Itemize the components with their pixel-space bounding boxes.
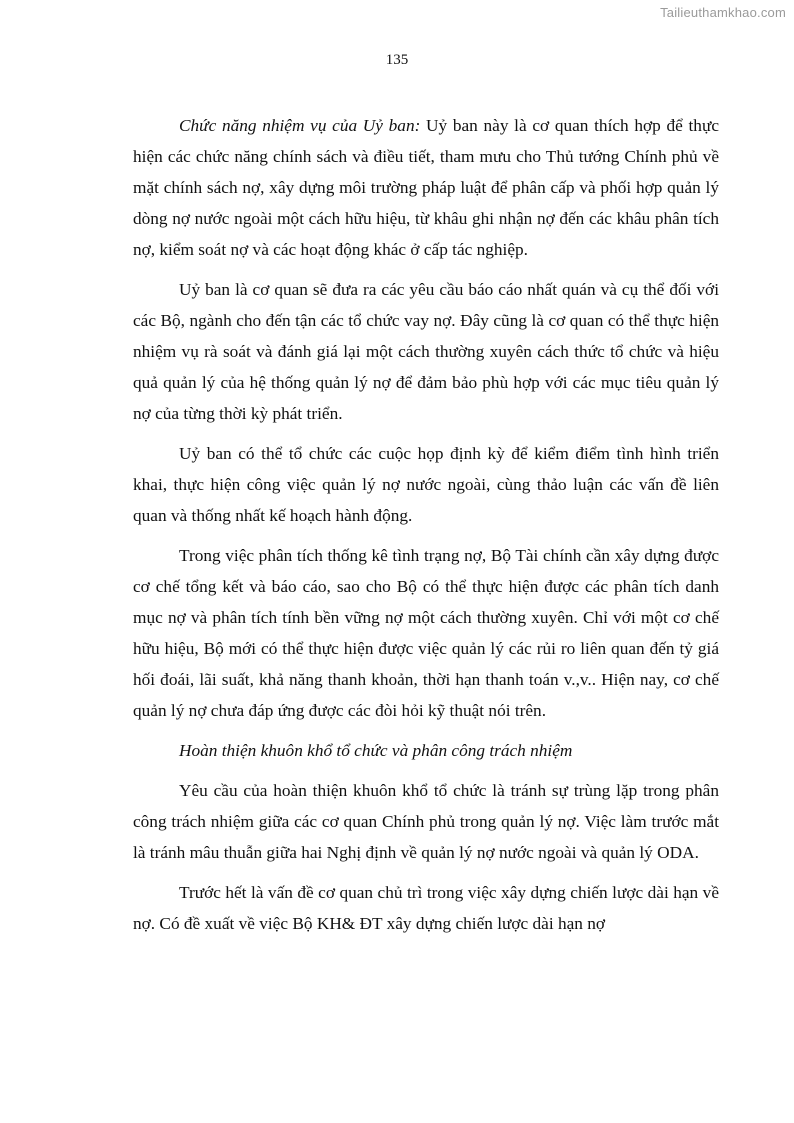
watermark: Tailieuthamkhao.com (660, 5, 786, 20)
paragraph-reporting-requirements: Uỷ ban là cơ quan sẽ đưa ra các yêu cầu báo cáo nhất quán và cụ thể đối với các Bộ, ngành cho đến tận các tổ chức vay nợ. Đây cũng là cơ quan có thể thực hiện nhiệm vụ rà soát và đánh giá lại một cách thường xuyên cách thức tổ chức và hiệu quả quản lý của hệ thống quản lý nợ để đảm bảo phù hợp với các mục tiêu quản lý nợ của từng thời kỳ phát triển. (133, 280, 719, 423)
paragraph-text: Uỷ ban này là cơ quan thích hợp để thực hiện các chức năng chính sách và điều tiết, tham mưu cho Thủ tướng Chính phủ về mặt chính sách nợ, xây dựng môi trường pháp luật để phân cấp và phối hợp quản lý dòng nợ nước ngoài một cách hữu hiệu, từ khâu ghi nhận nợ đến các khâu phân tích nợ, kiểm soát nợ và các hoạt động khác ở cấp tác nghiệp. (133, 116, 719, 259)
paragraph-committee-functions (133, 110, 719, 265)
paragraph-organization-framework: Yêu cầu của hoàn thiện khuôn khổ tổ chức là tránh sự trùng lặp trong phân công trách nhiệm giữa các cơ quan Chính phủ trong quản lý nợ. Việc làm trước mắt là tránh mâu thuẫn giữa hai Nghị định về quản lý nợ nước ngoài và quản lý ODA. (133, 781, 719, 862)
paragraph-lead: Chức năng nhiệm vụ của Uỷ ban: (179, 116, 421, 135)
document-body (133, 110, 719, 948)
paragraph-debt-analysis: Trong việc phân tích thống kê tình trạng nợ, Bộ Tài chính cần xây dựng được cơ chế tổng kết và báo cáo, sao cho Bộ có thể thực hiện được các phân tích danh mục nợ và phân tích tính bền vững nợ một cách thường xuyên. Chỉ với một cơ chế hữu hiệu, Bộ mới có thể thực hiện được việc quản lý các rủi ro liên quan đến tỷ giá hối đoái, lãi suất, khả năng thanh khoản, thời hạn thanh toán v.,v.. Hiện nay, cơ chế quản lý nợ chưa đáp ứng được các đòi hỏi kỹ thuật nói trên. (133, 546, 719, 720)
paragraph-long-term-strategy: Trước hết là vấn đề cơ quan chủ trì trong việc xây dựng chiến lược dài hạn về nợ. Có đề xuất về việc Bộ KH& ĐT xây dựng chiến lược dài hạn nợ (133, 883, 719, 933)
paragraph-periodic-meetings: Uỷ ban có thể tổ chức các cuộc họp định kỳ để kiểm điểm tình hình triển khai, thực hiện công việc quản lý nợ nước ngoài, cùng thảo luận các vấn đề liên quan và thống nhất kế hoạch hành động. (133, 444, 719, 525)
page-number: 135 (385, 52, 409, 68)
section-heading: Hoàn thiện khuôn khổ tổ chức và phân công trách nhiệm (179, 741, 573, 760)
